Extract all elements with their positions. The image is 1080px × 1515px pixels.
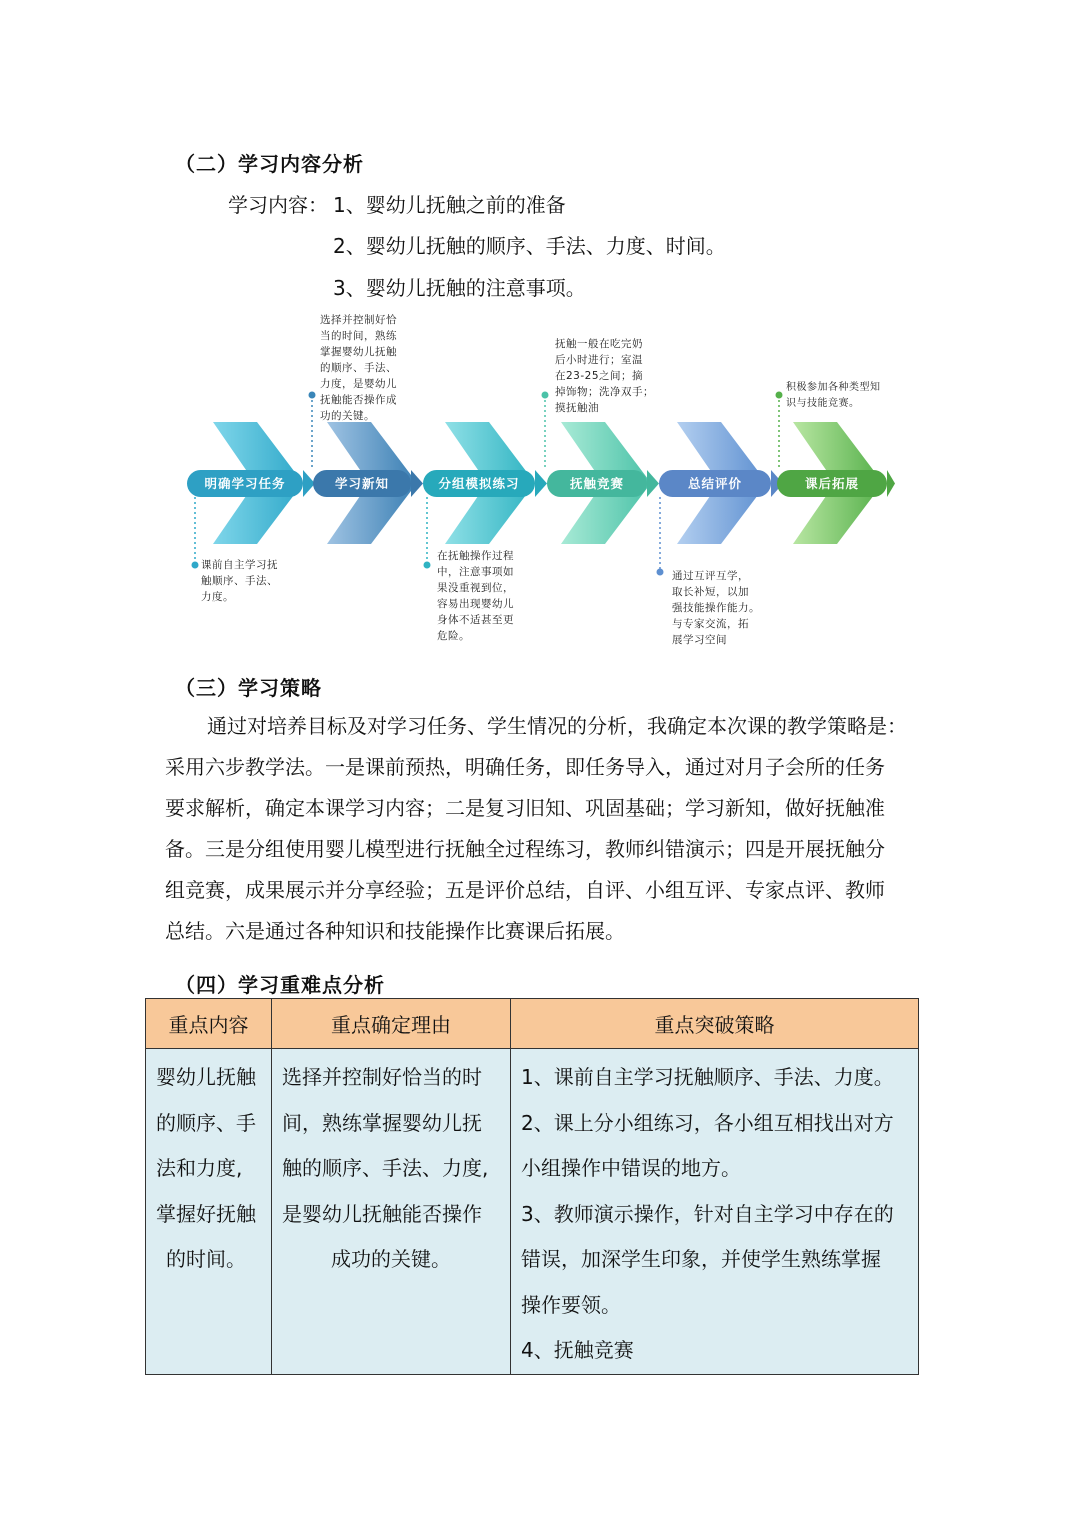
- annotation-bottom: 通过互评互学， 取长补短，以加 强技能操作能力。 与专家交流，拓 展学习空间: [672, 570, 760, 646]
- cell-line: 2、课上分小组练习，各小组互相找出对方: [521, 1110, 894, 1135]
- paragraph-line: 采用六步教学法。一是课前预热，明确任务，即任务导入，通过对月子会所的任务: [165, 755, 885, 779]
- step-label: 总结评价: [687, 476, 742, 491]
- connector-dot: [776, 392, 783, 399]
- step-label: 明确学习任务: [204, 476, 286, 491]
- cell-line: 的顺序、手: [156, 1110, 256, 1135]
- paragraph-line: 通过对培养目标及对学习任务、学生情况的分析，我确定本次课的教学策略是：: [207, 714, 907, 738]
- connector-dot: [657, 569, 664, 576]
- annotation-top: 抚触一般在吃完奶 后小时进行；室温 在23-25之间；摘 掉饰物；洗净双手； 摸抚触油: [555, 338, 654, 414]
- content-label: 学习内容：: [228, 193, 328, 217]
- step-label: 分组模拟练习: [438, 476, 520, 491]
- strategy-paragraph: [165, 706, 925, 952]
- reason-cell: [272, 1049, 511, 1375]
- cell-line: 小组操作中错误的地方。: [521, 1156, 741, 1180]
- connector-dot: [542, 392, 549, 399]
- strategy-cell: [511, 1049, 919, 1375]
- cell-line: 错误，加深学生印象，并使学生熟练掌握: [521, 1247, 881, 1271]
- paragraph-line: 总结。六是通过各种知识和技能操作比赛课后拓展。: [165, 919, 625, 943]
- connector-dot: [424, 562, 431, 569]
- section3-heading: （三）学习策略: [175, 676, 322, 700]
- table-header: 重点突破策略: [511, 999, 919, 1049]
- flow-diagram: [165, 310, 895, 650]
- key-content-cell: [146, 1049, 272, 1375]
- cell-line: 选择并控制好恰当的时: [282, 1065, 482, 1089]
- key-points-table: [145, 998, 919, 1375]
- step-label: 学习新知: [334, 476, 389, 491]
- section4-heading: （四）学习重难点分析: [175, 973, 385, 997]
- cell-line: 是婴幼儿抚触能否操作: [282, 1201, 482, 1226]
- cell-line: 3、教师演示操作，针对自主学习中存在的: [521, 1201, 894, 1226]
- content-item: 1、婴幼儿抚触之前的准备: [333, 193, 566, 217]
- annotation-top: 选择并控制好恰 当的时间，熟练 掌握婴幼儿抚触 的顺序、手法、 力度，是婴幼儿 抚触能否操作成 功的关键。: [320, 314, 397, 422]
- cell-line: 法和力度,: [156, 1156, 243, 1180]
- cell-line: 操作要领。: [521, 1292, 621, 1317]
- content-item: 2、婴幼儿抚触的顺序、手法、力度、时间。: [333, 234, 726, 258]
- step-label: 课后拓展: [804, 476, 859, 491]
- cell-line: 间，熟练掌握婴幼儿抚: [282, 1110, 482, 1135]
- cell-line: 掌握好抚触: [156, 1201, 256, 1226]
- section2-heading: （二）学习内容分析: [175, 152, 364, 176]
- paragraph-line: 要求解析，确定本课学习内容；二是复习旧知、巩固基础；学习新知，做好抚触准: [165, 796, 885, 820]
- annotation-bottom: 在抚触操作过程 中，注意事项如 果没重视到位， 容易出现婴幼儿 身体不适甚至更 危险。: [437, 550, 514, 642]
- cell-line: 4、抚触竞赛: [521, 1338, 634, 1362]
- cell-line: 触的顺序、手法、力度,: [282, 1156, 489, 1180]
- annotation-bottom: 课前自主学习抚 触顺序、手法、 力度。: [201, 559, 278, 603]
- cell-line: 的时间。: [166, 1247, 246, 1271]
- paragraph-line: 备。三是分组使用婴儿模型进行抚触全过程练习，教师纠错演示；四是开展抚触分: [165, 837, 885, 861]
- connector-dot: [192, 562, 199, 569]
- cell-line: 1、课前自主学习抚触顺序、手法、力度。: [521, 1065, 894, 1089]
- table-header: 重点内容: [146, 999, 272, 1049]
- annotation-top: 积极参加各种类型知 识与技能竞赛。: [786, 382, 881, 409]
- content-item: 3、婴幼儿抚触的注意事项。: [333, 276, 586, 300]
- cell-line: 婴幼儿抚触: [156, 1065, 256, 1089]
- table-header: 重点确定理由: [272, 999, 511, 1049]
- cell-line: 成功的关键。: [331, 1247, 451, 1271]
- step-label: 抚触竞赛: [569, 476, 624, 491]
- connector-dot: [309, 392, 316, 399]
- paragraph-line: 组竞赛，成果展示并分享经验；五是评价总结，自评、小组互评、专家点评、教师: [165, 878, 885, 902]
